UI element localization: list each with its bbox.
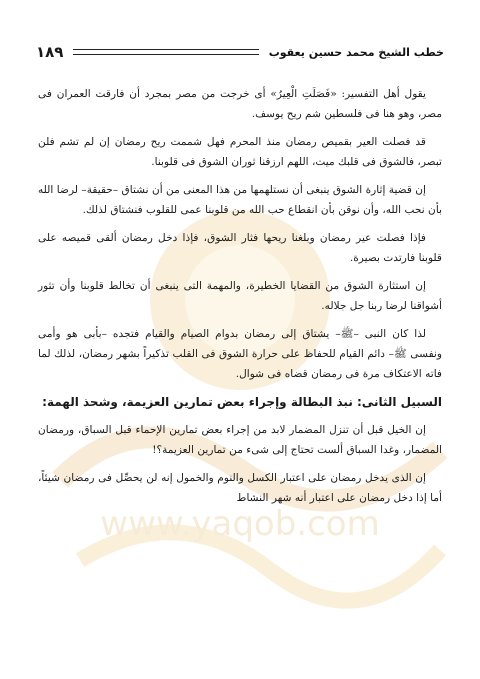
paragraph: قد فصلت العير بقميص رمضان منذ المحرم فهل شممت ريح رمضان إن لم تشم فلن تبصر، فالشوق فى قلبك ميت، اللهم ارزقنا ثوران الشوق فى قلوبنا. xyxy=(38,136,442,168)
paragraph: لذا كان النبى –ﷺ– يشتاق إلى رمضان بدوام الصيام والقيام فتجده –بأبى هو وأمى ونفسى ﷺ– دائم القيام للحفاظ على حرارة الشوق فى القلب تذكيراً بشهر رمضان، لذلك لما فاته الاعتكاف مرة فى رمضان قضاه فى شوال. xyxy=(38,328,442,380)
paragraph: إن الذى يدخل رمضان على اعتبار الكسل والنوم والخمول إنه لن يحصِّل فى رمضان شيئاً، أما إذا دخل رمضان على اعتبار أنه شهر النشاط xyxy=(38,472,442,504)
page-body xyxy=(38,84,442,516)
header-rule xyxy=(73,49,258,55)
running-header xyxy=(36,40,444,64)
paragraph: فإذا فصلت عير رمضان وبلغنا ريحها فثار الشوق، فإذا دخل رمضان ألقى قميصه على قلوبنا فارتدت بصيرة. xyxy=(38,232,442,264)
paragraph: إن استثارة الشوق من القضايا الخطيرة، والمهمة التى ينبغى أن تخالط قلوبنا وأن تثور أشواقنا لرضا ربنا جل جلاله. xyxy=(38,280,442,312)
paragraph: إن الخيل قبل أن تنزل المضمار لابد من إجراء بعض تمارين الإحماء قبل السباق، ورمضان المضمار، وغدا السباق ألست تحتاج إلى شىء من تمارين العزيمة؟! xyxy=(38,424,442,456)
section-heading: السبيل الثانى: نبذ البطالة وإجراء بعض تمارين العزيمة، وشحذ الهمة: xyxy=(42,395,442,409)
watermark-url: www.yaqob.com xyxy=(100,504,380,544)
paragraph: يقول أهل التفسير: «فَصَلَتِ الْعِيرُ» أى خرجت من مصر بمجرد أن فارقت العمران فى مصر، وهو هنا فى فلسطين شم ريح يوسف. xyxy=(38,88,442,120)
paragraph: إن قضية إثارة الشوق ينبغى أن نستلهمها من هذا المعنى من أن نشتاق –حقيقة– لرضا الله بأن نحب الله، وأن نوقن بأن انقطاع حب الله من قلوبنا عمى للقلوب فنشتاق لذلك. xyxy=(38,184,442,216)
page-number: ١٨٩ xyxy=(36,43,64,61)
header-title: خطب الشيخ محمد حسين يعقوب xyxy=(268,45,444,59)
